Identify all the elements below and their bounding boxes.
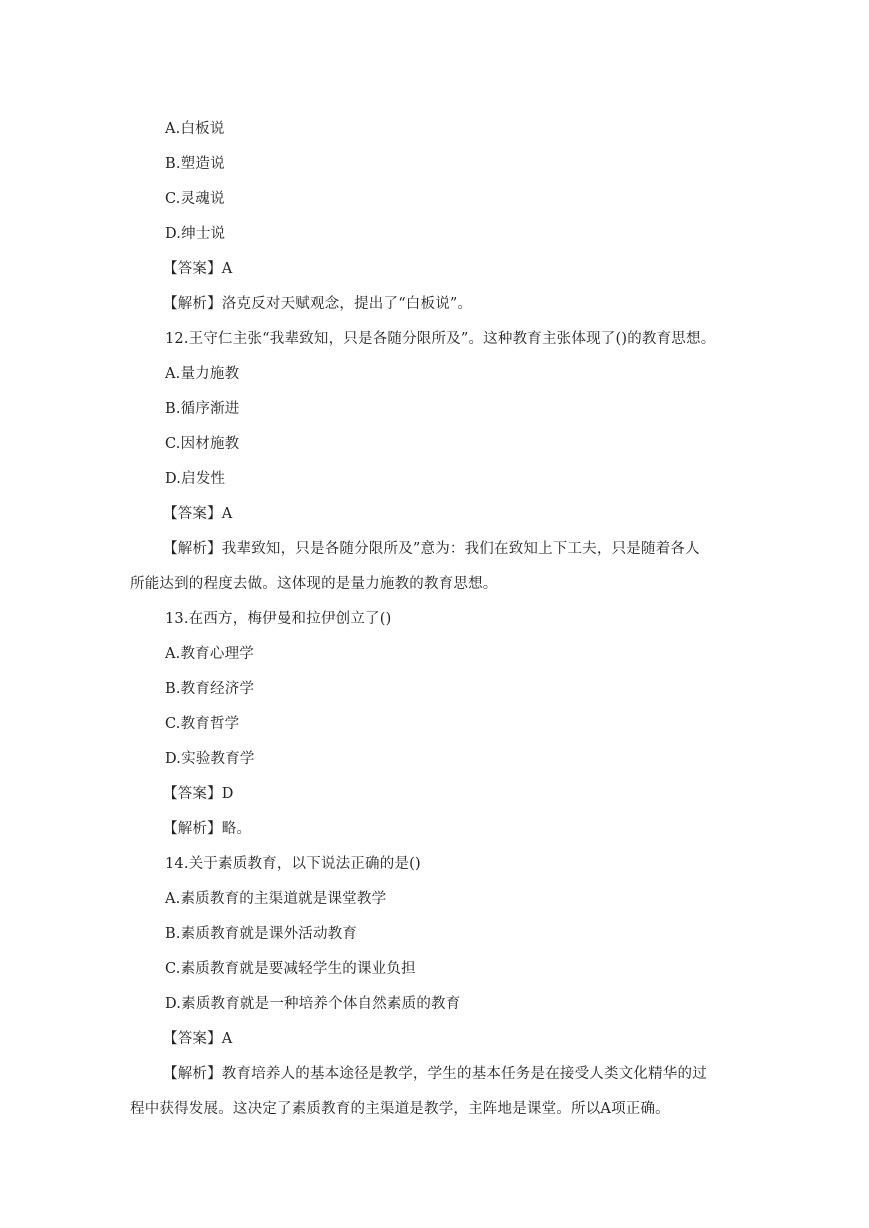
q11-answer: 【答案】A: [163, 261, 233, 277]
q11-option-b: B.塑造说: [165, 156, 225, 172]
q12-option-a: A.量力施教: [165, 366, 240, 382]
q14-option-c: C.素质教育就是要减轻学生的课业负担: [165, 961, 416, 977]
q14-analysis-line1: 【解析】教育培养人的基本途径是教学，学生的基本任务是在接受人类文化精华的过: [163, 1066, 707, 1082]
q12-question: 12.王守仁主张“我辈致知，只是各随分限所及”。这种教育主张体现了()的教育思想。: [165, 331, 716, 347]
q13-option-d: D.实验教育学: [165, 751, 255, 767]
q13-analysis: 【解析】略。: [163, 821, 252, 837]
q13-question: 13.在西方，梅伊曼和拉伊创立了(): [165, 611, 392, 627]
q13-option-a: A.教育心理学: [165, 646, 254, 662]
q14-question: 14.关于素质教育，以下说法正确的是(): [165, 856, 421, 872]
q11-option-c: C.灵魂说: [165, 191, 225, 207]
q13-answer: 【答案】D: [163, 786, 234, 802]
q14-option-d: D.素质教育就是一种培养个体自然素质的教育: [165, 996, 461, 1012]
q14-analysis-line2: 程中获得发展。这决定了素质教育的主渠道是教学，主阵地是课堂。所以A项正确。: [130, 1101, 670, 1117]
q11-option-a: A.白板说: [165, 121, 225, 137]
q11-option-d: D.绅士说: [165, 226, 226, 242]
q13-option-b: B.教育经济学: [165, 681, 255, 697]
q13-option-c: C.教育哲学: [165, 716, 240, 732]
q12-option-c: C.因材施教: [165, 436, 240, 452]
q12-analysis-line1: 【解析】我辈致知，只是各随分限所及”意为：我们在致知上下工夫，只是随着各人: [163, 541, 700, 557]
q14-option-b: B.素质教育就是课外活动教育: [165, 926, 358, 942]
q14-option-a: A.素质教育的主渠道就是课堂教学: [165, 891, 387, 907]
q12-option-d: D.启发性: [165, 471, 226, 487]
q11-analysis: 【解析】洛克反对天赋观念，提出了“白板说”。: [163, 296, 473, 312]
q14-answer: 【答案】A: [163, 1031, 233, 1047]
q12-option-b: B.循序渐进: [165, 401, 240, 417]
q12-answer: 【答案】A: [163, 506, 233, 522]
q12-analysis-line2: 所能达到的程度去做。这体现的是量力施教的教育思想。: [130, 576, 498, 592]
